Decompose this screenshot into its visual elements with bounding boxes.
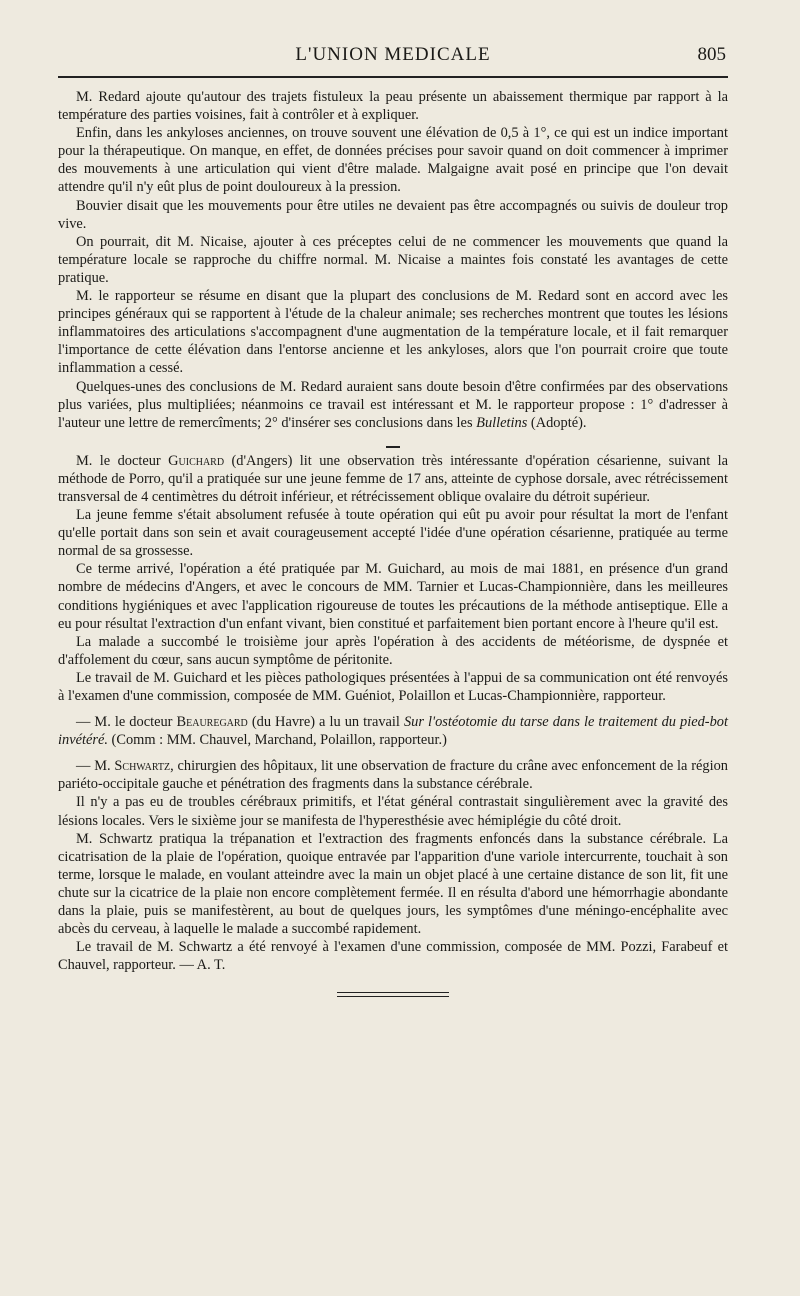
paragraph: Ce terme arrivé, l'opération a été pratiquée par M. Guichard, au mois de mai 1881, en présence d'un grand nombre de médecins d'Angers, et avec le concours de MM. Tarnier et Lucas-Championnière, dans les meilleures conditions hygiéniques et avec l'application rigoureuse de toutes les précautions de la méthode antiseptique. Elle a eu pour résultat l'extraction d'un enfant vivant, bien constitué et parfaitement bien portant encore à l'heure qu'il est. (58, 561, 728, 632)
paragraph: Le travail de M. Guichard et les pièces pathologiques présentées à l'appui de sa communication ont été renvoyés à l'examen d'une commission, composée de MM. Guéniot, Polaillon et Lucas-Championnière, rapporteur. (58, 669, 728, 704)
header-rule (58, 76, 728, 78)
author-name: Beauregard (176, 714, 248, 731)
guichard-paragraph (58, 452, 728, 506)
work-title: Sur l'ostéotomie du tarse dans le traitement du pied-bot invétéré. (58, 714, 728, 749)
guichard-intro: M. le docteur (76, 452, 169, 469)
author-name: Schwartz (114, 758, 171, 775)
beauregard-paragraph (58, 713, 728, 749)
paragraph: La jeune femme s'était absolument refusée à toute opération qui eût pu avoir pour résultat la mort de l'enfant qu'elle portait dans son sein et avait courageusement accepté l'idée d'une opération césarienne, pratiquée au terme normal de sa grossesse. (58, 507, 728, 560)
adopte-text: (Adopté). (527, 414, 587, 431)
paragraph: M. Redard ajoute qu'autour des trajets fistuleux la peau présente un abaissement thermique par rapport à la température des parties voisines, fait à contrôler et à expliquer. (58, 89, 728, 124)
schwartz-paragraph (58, 757, 728, 793)
paragraph: Il n'y a pas eu de troubles cérébraux primitifs, et l'état général contrastait singulièrement avec la gravité des lésions locales. Vers le sixième jour se manifesta de l'hyperesthésie avec hémiplégie du côté droit. (58, 794, 728, 829)
end-rule (337, 992, 449, 997)
beauregard-intro: — M. le docteur (76, 714, 177, 731)
section-separator (386, 446, 400, 448)
beauregard-end: (Comm : MM. Chauvel, Marchand, Polaillon, rapporteur.) (107, 732, 447, 749)
running-title: L'UNION MEDICALE (295, 44, 491, 65)
page-number: 805 (697, 44, 726, 65)
author-name: Guichard (168, 452, 225, 469)
paragraph-text: Quelques-unes des conclusions de M. Redard auraient sans doute besoin d'être confirmées par des observations plus variées, plus multipliées; néanmoins ce travail est intéressant et M. le rapporteur propose : 1° d'adresser à l'auteur une lettre de remercîments; 2° d'insérer ses conclusions dans les (58, 378, 728, 431)
schwartz-intro: — M. (76, 758, 115, 775)
schwartz-text: , chirurgien des hôpitaux, lit une observation de fracture du crâne avec enfoncement de la région pariéto-occipitale gauche et pénétration des fragments dans la substance cérébrale. (58, 758, 729, 793)
paragraph: Enfin, dans les ankyloses anciennes, on trouve souvent une élévation de 0,5 à 1°, ce qui est un indice important pour la thérapeutique. On manque, en effet, de données précises pour savoir quand on doit commencer à imprimer des mouvements à une articulation qui vient d'être malade. Malgaigne avait posé en principe que l'on devait attendre qu'il n'y eût plus de point douloureux à la pression. (58, 125, 728, 196)
paragraph (58, 378, 728, 432)
paragraph: M. le rapporteur se résume en disant que la plupart des conclusions de M. Redard sont en accord avec les principes généraux qui se rapportent à l'étude de la chaleur animale; ses recherches montrent que toutes les lésions inflammatoires des articulations s'accompagnent d'une augmentation de la température locale, et il fait remarquer l'importance de cette élévation dans l'entorse ancienne et les ankyloses, alors que l'on pourrait croire que toute inflammation a cessé. (58, 288, 728, 377)
paragraph: Bouvier disait que les mouvements pour être utiles ne devaient pas être accompagnés ou suivis de douleur trop vive. (58, 197, 728, 232)
guichard-text: (d'Angers) lit une observation très intéressante d'opération césarienne, suivant la méthode de Porro, qu'il a pratiquée sur une jeune femme de 17 ans, atteinte de cyphose dorsale, avec rétrécissement transversal de 4 centimètres du détroit inférieur, et rétrécissement oblique ovalaire du détroit supérieur. (58, 452, 728, 505)
beauregard-mid: (du Havre) a lu un travail (247, 714, 404, 731)
paragraph: On pourrait, dit M. Nicaise, ajouter à ces préceptes celui de ne commencer les mouvements que quand la température locale se rapproche du chiffre normal. M. Nicaise a maintes fois constaté les avantages de cette pratique. (58, 233, 728, 286)
paragraph: La malade a succombé le troisième jour après l'opération à des accidents de météorisme, de dyspnée et d'affolement du cœur, sans aucun symptôme de péritonite. (58, 633, 728, 668)
article-body (58, 88, 728, 997)
bulletins-word: Bulletins (476, 414, 528, 431)
page-header (58, 44, 728, 68)
paragraph: M. Schwartz pratiqua la trépanation et l'extraction des fragments enfoncés dans la substance cérébrale. La cicatrisation de la plaie de l'opération, quoique entravée par l'apparition d'une variole intercurrente, touchait à son terme, lorsque le malade, en voulant atteindre avec la main un objet placé à une certaine distance de son lit, fit une chute sur la cicatrice de la plaie non encore complètement fermée. Il en résulta d'abord une hémorrhagie abondante dans la plaie, puis se manifestèrent, au bout de quelques jours, les symptômes d'une méningo-encéphalite avec abcès du cerveau, à laquelle le malade a succombé rapidement. (58, 830, 728, 938)
paragraph: Le travail de M. Schwartz a été renvoyé à l'examen d'une commission, composée de MM. Pozzi, Farabeuf et Chauvel, rapporteur. — A. T. (58, 939, 728, 974)
